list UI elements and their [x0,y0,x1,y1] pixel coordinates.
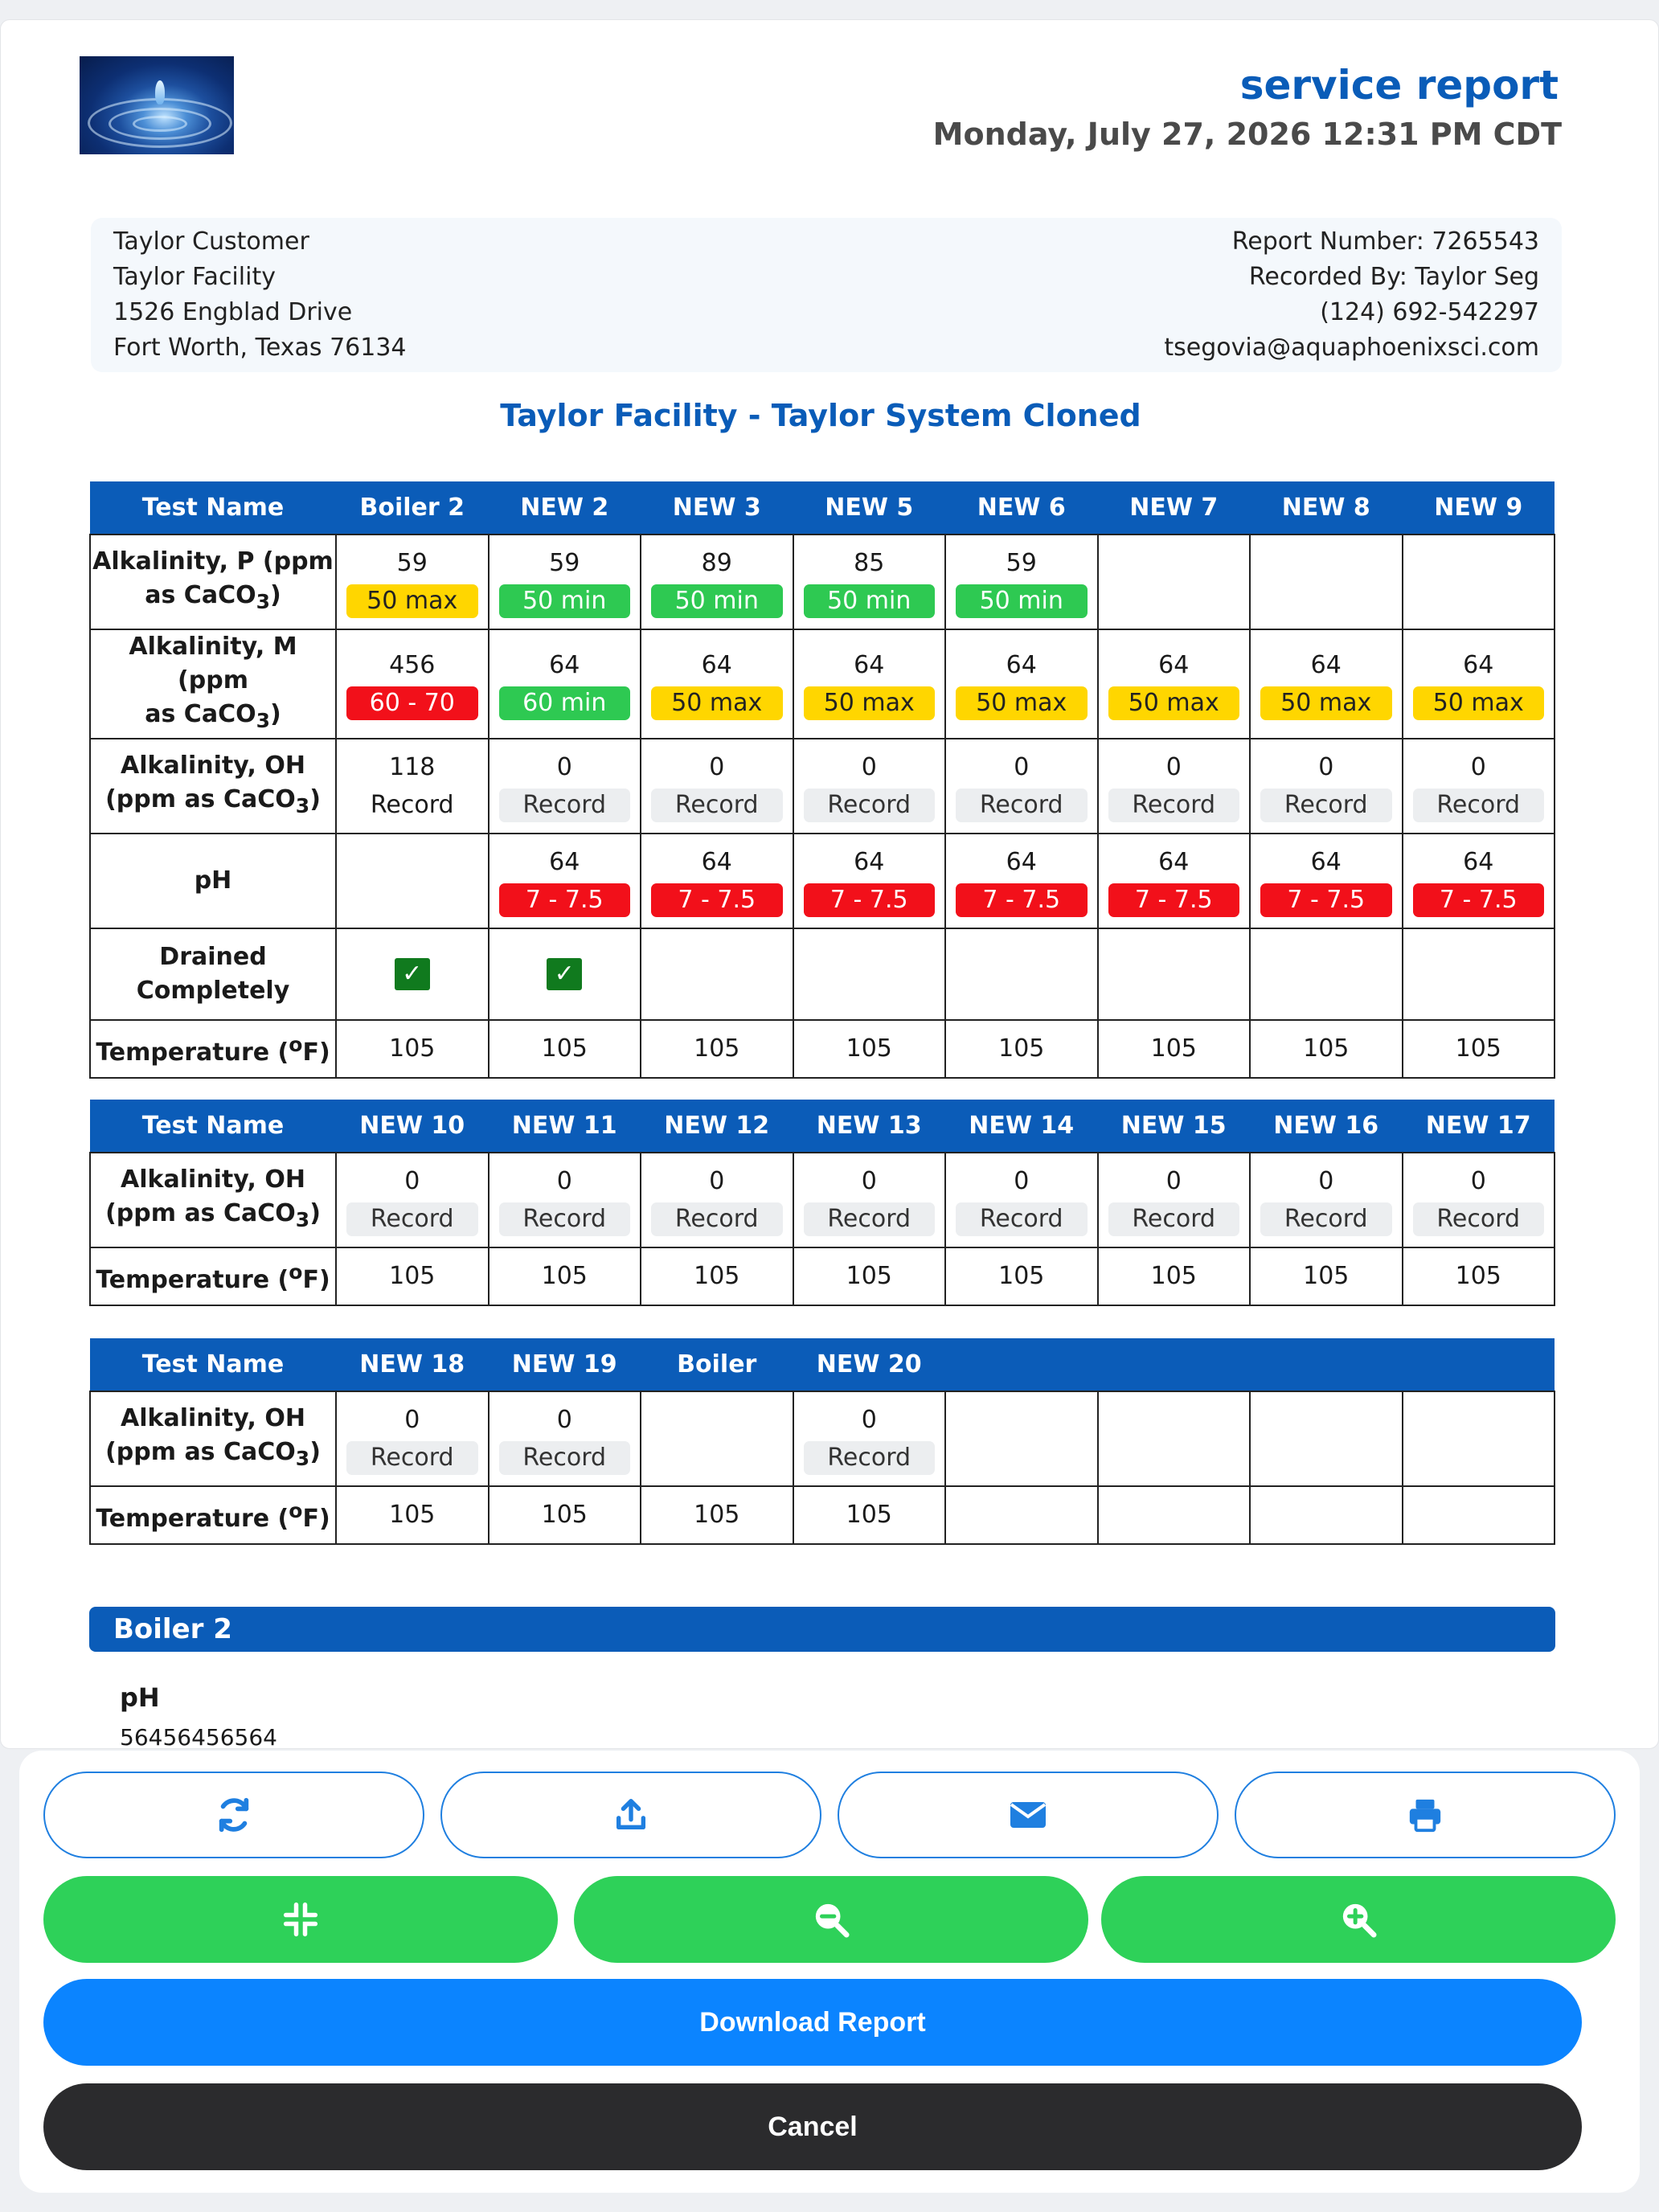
zoom-in-icon [1340,1901,1377,1938]
record-badge[interactable]: Record [804,1441,936,1475]
result-value: 59 [396,549,428,577]
result-cell [945,1020,1098,1078]
result-value: 105 [1150,1262,1197,1290]
column-header [1098,1338,1251,1391]
result-cell [336,1020,489,1078]
result-value: 105 [1455,1034,1501,1063]
result-value: 105 [1455,1262,1501,1290]
result-cell [1250,1391,1403,1486]
column-header: NEW 17 [1403,1100,1555,1153]
result-cell [641,739,793,834]
record-badge[interactable]: Record [651,1202,783,1236]
range-badge: 50 min [956,584,1088,618]
result-cell [793,739,946,834]
result-cell [1403,629,1555,739]
range-badge: 60 - 70 [346,686,478,720]
column-header-test-name: Test Name [90,1338,336,1391]
record-badge[interactable]: Record [804,1202,936,1236]
result-cell [641,535,793,629]
result-cell [336,739,489,834]
result-cell [489,1486,641,1544]
result-cell [1098,1153,1251,1247]
column-header: NEW 6 [945,481,1098,535]
record-badge[interactable]: Record [499,1202,631,1236]
range-badge: 7 - 7.5 [651,883,783,917]
table-row [90,1020,1555,1078]
result-cell [336,1153,489,1247]
result-cell [793,1153,946,1247]
result-cell [1098,1020,1251,1078]
result-value: 64 [1310,848,1342,876]
result-cell [489,928,641,1020]
envelope-icon [1009,1799,1047,1831]
result-cell [489,629,641,739]
result-cell [641,629,793,739]
result-cell [945,834,1098,928]
result-value: 105 [541,1501,588,1529]
result-cell [945,1247,1098,1305]
company-logo [80,56,234,154]
test-name-cell: Alkalinity, OH (ppm as CaCO$_3$) [90,739,336,834]
table-row [90,1486,1555,1544]
result-cell [489,739,641,834]
result-cell [1403,1020,1555,1078]
column-header: Boiler 2 [336,481,489,535]
range-badge: 7 - 7.5 [499,883,631,917]
download-report-button[interactable]: Download Report [43,1979,1582,2066]
test-name-cell: Drained Completely [90,928,336,1020]
result-value: 64 [1463,651,1494,679]
customer-city: Fort Worth, Texas 76134 [113,334,407,362]
result-cell [1098,739,1251,834]
result-value: 0 [1470,1167,1486,1195]
result-cell [1098,928,1251,1020]
result-cell [945,928,1098,1020]
report-sheet [0,19,1659,1749]
test-name-cell: Temperature ($^o$F) [90,1486,336,1544]
column-header: NEW 11 [489,1100,641,1153]
column-header: NEW 9 [1403,481,1555,535]
result-cell [1098,1391,1251,1486]
column-header: NEW 3 [641,481,793,535]
refresh-button[interactable] [43,1772,424,1858]
result-value: 105 [389,1034,436,1063]
result-value: 85 [854,549,885,577]
record-badge[interactable]: Record [346,1441,478,1475]
result-value: 0 [1318,753,1334,781]
result-cell [641,1391,793,1486]
table-row [90,1153,1555,1247]
range-badge: 60 min [499,686,631,720]
range-badge: 50 min [804,584,936,618]
range-badge: 7 - 7.5 [1108,883,1240,917]
result-value: 0 [404,1167,420,1195]
result-cell [793,1020,946,1078]
range-badge: 7 - 7.5 [1413,883,1545,917]
result-cell [336,1247,489,1305]
recorded-by: Recorded By: Taylor Seg [1248,263,1539,291]
result-cell [945,1486,1098,1544]
result-cell [945,1391,1098,1486]
result-value: 105 [1303,1262,1350,1290]
result-cell [641,1486,793,1544]
result-value: 64 [701,651,732,679]
result-value: 105 [694,1501,740,1529]
record-badge[interactable]: Record [1413,789,1545,822]
results-table [89,1338,1555,1545]
result-cell [336,928,489,1020]
result-cell [1098,1486,1251,1544]
result-value: 59 [1006,549,1037,577]
result-value: 105 [541,1262,588,1290]
result-cell [1250,928,1403,1020]
customer-block [113,224,407,366]
result-value: 64 [1463,848,1494,876]
section-field-value: 56456456564 [120,1724,277,1749]
result-cell [793,1247,946,1305]
fit-page-button[interactable] [43,1876,558,1963]
result-cell [793,834,946,928]
result-cell [1250,834,1403,928]
compress-icon [283,1902,318,1937]
result-value: 0 [404,1406,420,1434]
result-value: 64 [549,848,580,876]
result-value: 105 [998,1262,1045,1290]
result-value: 0 [1165,1167,1182,1195]
range-badge: 50 max [651,686,783,720]
result-value: 64 [549,651,580,679]
record-badge[interactable]: Record [651,789,783,822]
record-badge[interactable]: Record [956,789,1088,822]
result-value: 0 [709,753,725,781]
result-cell [336,834,489,928]
range-badge: 50 min [499,584,631,618]
column-header: NEW 12 [641,1100,793,1153]
share-icon [612,1796,649,1833]
result-value: 0 [861,1406,877,1434]
result-value: 0 [1014,753,1030,781]
result-value: 0 [1470,753,1486,781]
column-header: NEW 7 [1098,481,1251,535]
result-value: 105 [846,1262,892,1290]
record-badge[interactable]: Record [1108,789,1240,822]
range-badge: 50 max [1260,686,1392,720]
result-cell [641,1247,793,1305]
result-cell [1250,1247,1403,1305]
result-cell [489,535,641,629]
result-value: 105 [998,1034,1045,1063]
result-value: 64 [854,651,885,679]
result-cell [1250,535,1403,629]
record-badge[interactable]: Record [499,1441,631,1475]
result-cell [489,1247,641,1305]
print-button[interactable] [1235,1772,1616,1858]
result-cell [489,1020,641,1078]
result-value: 64 [701,848,732,876]
table-row [90,1391,1555,1486]
result-cell [489,1391,641,1486]
range-badge: 50 max [1413,686,1545,720]
column-header: NEW 20 [793,1338,946,1391]
result-cell [336,1391,489,1486]
info-panel [91,218,1562,372]
result-value: 64 [1310,651,1342,679]
result-value: 105 [389,1501,436,1529]
column-header: NEW 18 [336,1338,489,1391]
range-badge: 7 - 7.5 [1260,883,1392,917]
refresh-icon [215,1796,252,1833]
result-value: 105 [694,1034,740,1063]
column-header: NEW 10 [336,1100,489,1153]
test-name-cell: Temperature ($^o$F) [90,1020,336,1078]
result-cell [1403,928,1555,1020]
result-value: 105 [846,1501,892,1529]
result-value: 89 [701,549,732,577]
record-badge[interactable]: Record [1260,1202,1392,1236]
column-header: NEW 15 [1098,1100,1251,1153]
test-name-cell: Alkalinity, OH (ppm as CaCO$_3$) [90,1153,336,1247]
range-badge: 7 - 7.5 [956,883,1088,917]
result-value: 105 [846,1034,892,1063]
record-badge[interactable]: Record [1413,1202,1545,1236]
result-value: 118 [389,753,436,781]
result-cell [336,1486,489,1544]
record-badge[interactable]: Record [346,1202,478,1236]
range-badge: 7 - 7.5 [804,883,936,917]
result-value: 456 [389,651,436,679]
report-meta-block [1164,224,1539,366]
record-badge[interactable]: Record [956,1202,1088,1236]
table-row [90,535,1555,629]
range-badge: 50 min [651,584,783,618]
range-badge: 50 max [1108,686,1240,720]
result-cell [1098,1247,1251,1305]
customer-facility: Taylor Facility [113,263,276,291]
result-value: 0 [556,1167,572,1195]
result-value: 64 [1158,848,1190,876]
column-header: Boiler [641,1338,793,1391]
report-number: Report Number: 7265543 [1231,227,1539,256]
result-value: 0 [1165,753,1182,781]
result-cell [336,629,489,739]
result-value: 105 [1303,1034,1350,1063]
column-header [1403,1338,1555,1391]
column-header: NEW 2 [489,481,641,535]
result-cell [945,739,1098,834]
record-badge[interactable]: Record [1108,1202,1240,1236]
result-cell [1098,834,1251,928]
table-row [90,739,1555,834]
result-cell [1403,834,1555,928]
report-email: tsegovia@aquaphoenixsci.com [1164,334,1539,362]
result-value: 0 [1014,1167,1030,1195]
result-cell [641,928,793,1020]
report-phone: (124) 692-542297 [1320,298,1539,326]
result-cell [641,1020,793,1078]
result-value: 64 [854,848,885,876]
result-cell [945,1153,1098,1247]
result-value: 0 [556,753,572,781]
column-header: NEW 13 [793,1100,946,1153]
result-cell [793,928,946,1020]
email-button[interactable] [838,1772,1219,1858]
result-cell [1403,739,1555,834]
result-cell [641,1153,793,1247]
test-name-cell: Alkalinity, M (ppm as CaCO$_3$) [90,629,336,739]
column-header [945,1338,1098,1391]
zoom-out-button[interactable] [574,1876,1088,1963]
record-badge[interactable]: Record [804,789,936,822]
result-cell [489,834,641,928]
result-value: 0 [861,1167,877,1195]
test-name-cell: Alkalinity, P (ppm as CaCO$_3$) [90,535,336,629]
zoom-in-button[interactable] [1101,1876,1616,1963]
customer-name: Taylor Customer [113,227,309,256]
result-cell [641,834,793,928]
record-badge[interactable]: Record [499,789,631,822]
table-row [90,834,1555,928]
result-cell [1098,535,1251,629]
print-icon [1407,1796,1444,1833]
column-header: NEW 14 [945,1100,1098,1153]
result-value: 0 [709,1167,725,1195]
result-cell [1403,1153,1555,1247]
cancel-button[interactable]: Cancel [43,2083,1582,2170]
result-cell [793,1486,946,1544]
range-badge: 50 max [346,584,478,618]
result-value: 0 [556,1406,572,1434]
range-badge: 50 max [956,686,1088,720]
results-table [89,481,1555,1079]
result-cell [793,1391,946,1486]
result-value: 105 [541,1034,588,1063]
column-header: NEW 8 [1250,481,1403,535]
result-cell [945,535,1098,629]
result-value: 105 [694,1262,740,1290]
result-cell [793,629,946,739]
result-value: 0 [861,753,877,781]
record-badge[interactable]: Record [370,791,454,819]
result-cell [336,535,489,629]
section-field-label: pH [120,1682,160,1713]
column-header [1250,1338,1403,1391]
column-header-test-name: Test Name [90,1100,336,1153]
report-title: service report [1239,62,1559,109]
result-value: 64 [1158,651,1190,679]
system-title: Taylor Facility - Taylor System Cloned [500,398,1141,433]
result-cell [1403,1247,1555,1305]
results-table [89,1100,1555,1306]
record-badge[interactable]: Record [1260,789,1392,822]
section-header: Boiler 2 [89,1607,1555,1652]
result-cell [1250,1486,1403,1544]
result-cell [1250,629,1403,739]
zoom-out-icon [813,1901,850,1938]
checkbox-checked-icon[interactable]: ✓ [547,958,582,990]
result-value: 0 [1318,1167,1334,1195]
column-header: NEW 19 [489,1338,641,1391]
table-row [90,928,1555,1020]
result-cell [1403,1391,1555,1486]
result-cell [1250,1153,1403,1247]
column-header: NEW 5 [793,481,946,535]
result-cell [945,629,1098,739]
result-value: 105 [389,1262,436,1290]
result-cell [489,1153,641,1247]
result-cell [1403,1486,1555,1544]
test-name-cell: Temperature ($^o$F) [90,1247,336,1305]
result-cell [1250,739,1403,834]
column-header: NEW 16 [1250,1100,1403,1153]
result-value: 59 [549,549,580,577]
test-name-cell: pH [90,834,336,928]
result-cell [793,535,946,629]
result-value: 105 [1150,1034,1197,1063]
customer-street: 1526 Engblad Drive [113,298,353,326]
checkbox-checked-icon[interactable]: ✓ [395,958,430,990]
result-cell [1403,535,1555,629]
report-date: Monday, July 27, 2026 12:31 PM CDT [932,117,1562,152]
table-row [90,629,1555,739]
share-button[interactable] [440,1772,821,1858]
range-badge: 50 max [804,686,936,720]
result-value: 64 [1006,848,1037,876]
result-cell [1250,1020,1403,1078]
test-name-cell: Alkalinity, OH (ppm as CaCO$_3$) [90,1391,336,1486]
result-value: 64 [1006,651,1037,679]
table-row [90,1247,1555,1305]
result-cell [1098,629,1251,739]
column-header-test-name: Test Name [90,481,336,535]
